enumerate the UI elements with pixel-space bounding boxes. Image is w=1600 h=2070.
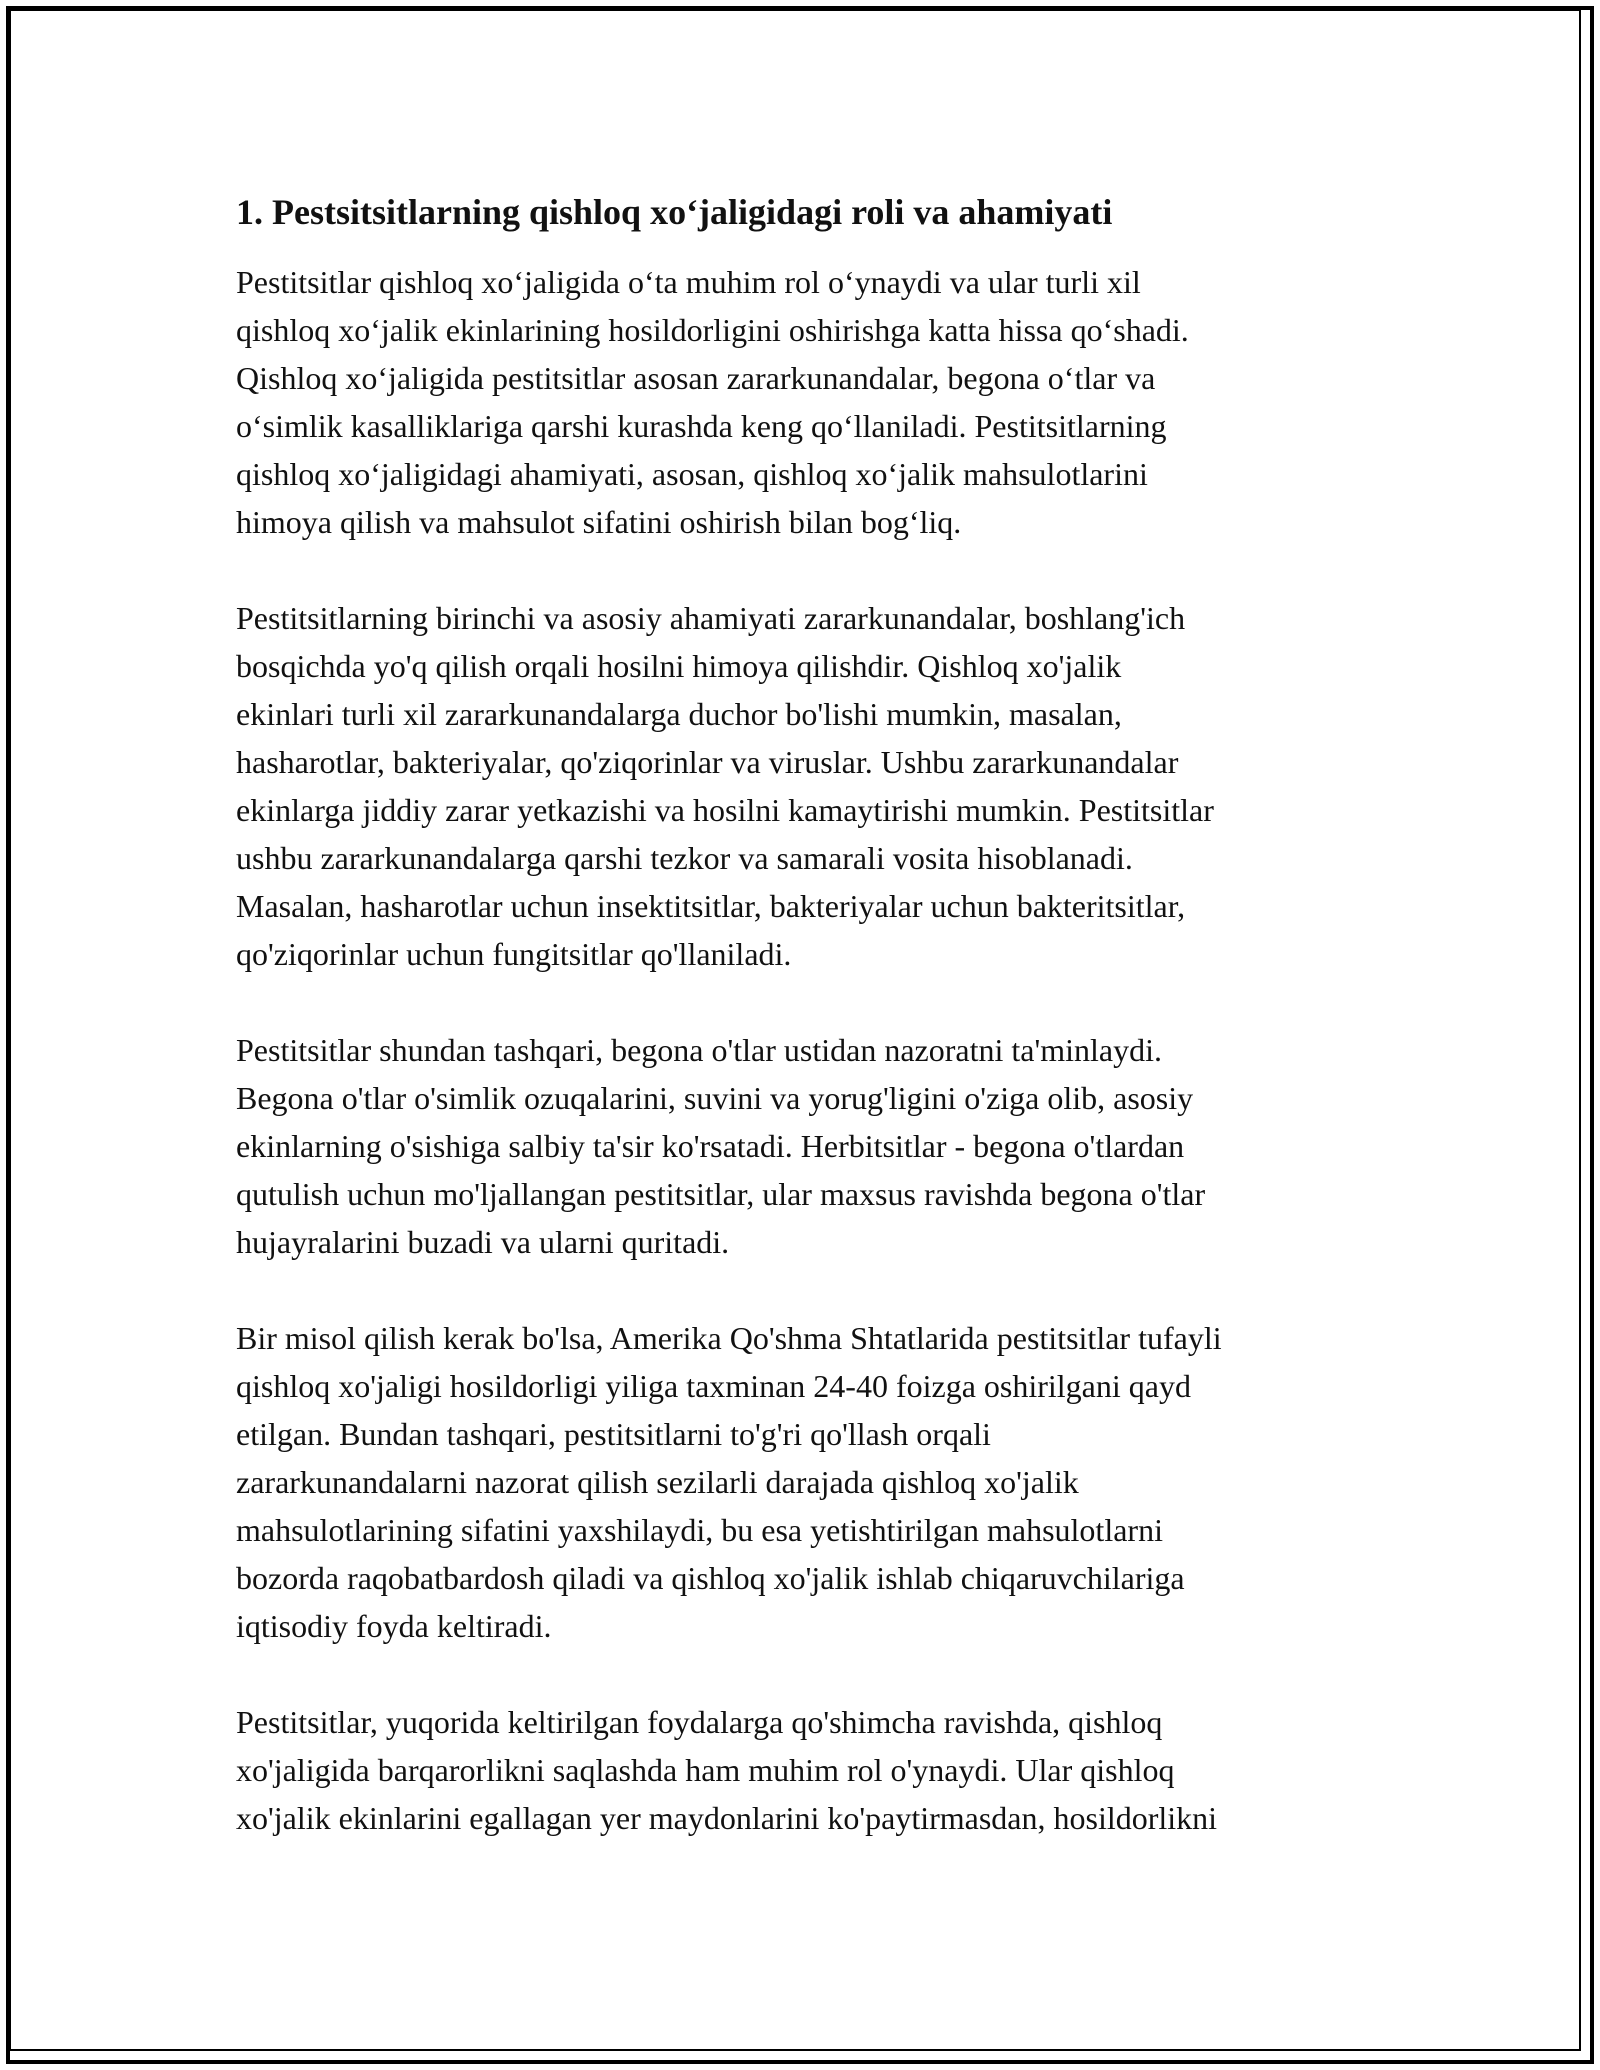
paragraph-line: himoya qilish va mahsulot sifatini oshirish bilan bogʻliq. — [236, 504, 962, 540]
paragraph — [236, 594, 1396, 978]
paragraph-line: Bir misol qilish kerak bo'lsa, Amerika Qo'shma Shtatlarida pestitsitlar tufayli — [236, 1320, 1222, 1356]
paragraph — [236, 1026, 1396, 1266]
paragraph-line: ekinlari turli xil zararkunandalarga duchor bo'lishi mumkin, masalan, — [236, 696, 1122, 732]
paragraph-line: Begona o'tlar o'simlik ozuqalarini, suvini va yorug'ligini o'ziga olib, asosiy — [236, 1080, 1194, 1116]
paragraph-line: ushbu zararkunandalarga qarshi tezkor va samarali vosita hisoblanadi. — [236, 840, 1133, 876]
paragraph-line: zararkunandalarni nazorat qilish sezilarli darajada qishloq xo'jalik — [236, 1464, 1079, 1500]
paragraph-line: qishloq xoʻjalik ekinlarining hosildorligini oshirishga katta hissa qoʻshadi. — [236, 312, 1189, 348]
paragraph-line: Pestitsitlar shundan tashqari, begona o'tlar ustidan nazoratni ta'minlaydi. — [236, 1032, 1162, 1068]
paragraph-line: xo'jaligida barqarorlikni saqlashda ham muhim rol o'ynaydi. Ular qishloq — [236, 1752, 1175, 1788]
paragraph-line: Pestitsitlar qishloq xoʻjaligida oʻta muhim rol oʻynaydi va ular turli xil — [236, 264, 1141, 300]
paragraph — [236, 258, 1396, 546]
paragraph-line: qutulish uchun mo'ljallangan pestitsitlar, ular maxsus ravishda begona o'tlar — [236, 1176, 1206, 1212]
paragraph — [236, 1314, 1396, 1650]
paragraph-line: hujayralarini buzadi va ularni quritadi. — [236, 1224, 730, 1260]
paragraph-line: hasharotlar, bakteriyalar, qo'ziqorinlar va viruslar. Ushbu zararkunandalar — [236, 744, 1179, 780]
paragraph-line: xo'jalik ekinlarini egallagan yer maydonlarini ko'paytirmasdan, hosildorlikni — [236, 1800, 1218, 1836]
paragraph-line: oʻsimlik kasalliklariga qarshi kurashda keng qoʻllaniladi. Pestitsitlarning — [236, 408, 1167, 444]
paragraph-line: ekinlarning o'sishiga salbiy ta'sir ko'rsatadi. Herbitsitlar - begona o'tlardan — [236, 1128, 1185, 1164]
paragraph-list — [236, 258, 1396, 1842]
paragraph-line: Masalan, hasharotlar uchun insektitsitlar, bakteriyalar uchun bakteritsitlar, — [236, 888, 1186, 924]
paragraph-line: qo'ziqorinlar uchun fungitsitlar qo'llaniladi. — [236, 936, 792, 972]
paragraph-line: mahsulotlarining sifatini yaxshilaydi, bu esa yetishtirilgan mahsulotlarni — [236, 1512, 1163, 1548]
paragraph-line: qishloq xo'jaligi hosildorligi yiliga taxminan 24-40 foizga oshirilgani qayd — [236, 1368, 1191, 1404]
paragraph-line: ekinlarga jiddiy zarar yetkazishi va hosilni kamaytirishi mumkin. Pestitsitlar — [236, 792, 1214, 828]
paragraph-line: bozorda raqobatbardosh qiladi va qishloq xo'jalik ishlab chiqaruvchilariga — [236, 1560, 1185, 1596]
paragraph — [236, 1698, 1396, 1842]
document-body — [236, 188, 1396, 1890]
paragraph-line: Qishloq xoʻjaligida pestitsitlar asosan zararkunandalar, begona oʻtlar va — [236, 360, 1156, 396]
section-heading: 1. Pestsitsitlarning qishloq xoʻjaligidagi roli va ahamiyati — [236, 192, 1113, 232]
paragraph-line: etilgan. Bundan tashqari, pestitsitlarni to'g'ri qo'llash orqali — [236, 1416, 991, 1452]
paragraph-line: iqtisodiy foyda keltiradi. — [236, 1608, 552, 1644]
paragraph-line: bosqichda yo'q qilish orqali hosilni himoya qilishdir. Qishloq xo'jalik — [236, 648, 1122, 684]
paragraph-line: qishloq xoʻjaligidagi ahamiyati, asosan, qishloq xoʻjalik mahsulotlarini — [236, 456, 1148, 492]
paragraph-line: Pestitsitlarning birinchi va asosiy ahamiyati zararkunandalar, boshlang'ich — [236, 600, 1186, 636]
paragraph-line: Pestitsitlar, yuqorida keltirilgan foydalarga qo'shimcha ravishda, qishloq — [236, 1704, 1163, 1740]
